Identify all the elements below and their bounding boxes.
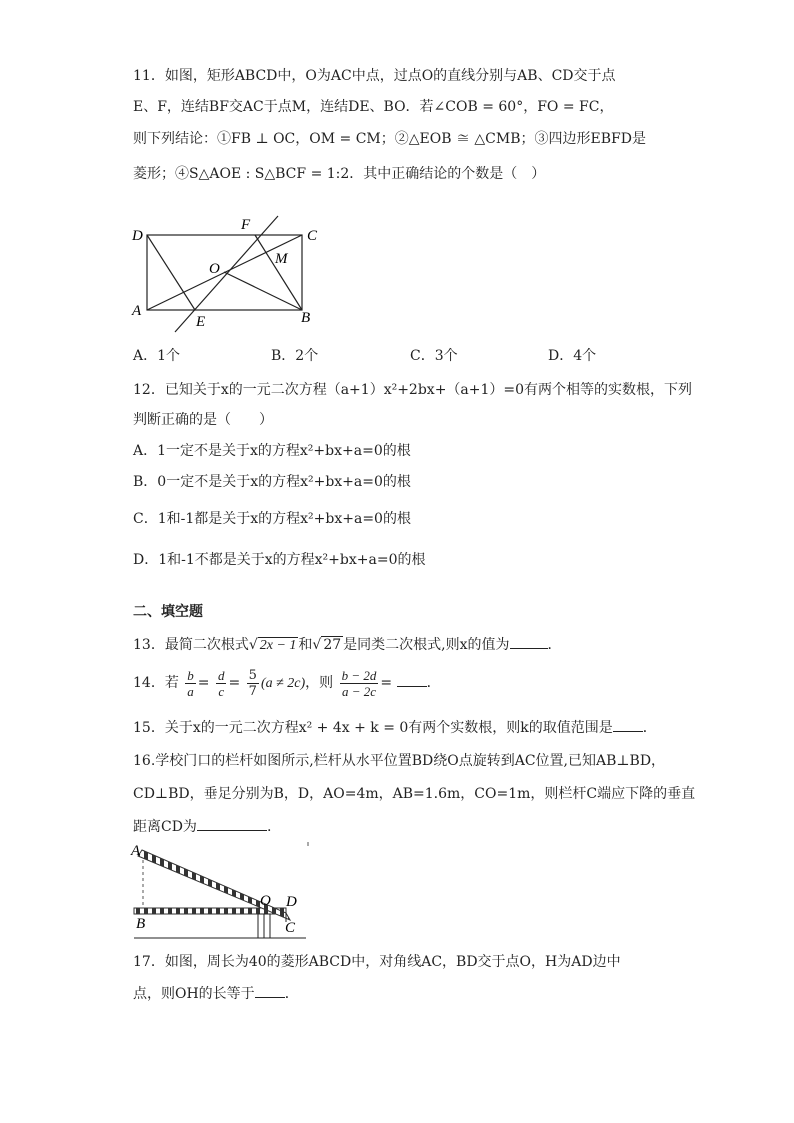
q14-answer-blank — [397, 672, 427, 687]
q14-frac-3-num: 5 — [248, 667, 257, 683]
q14-frac-4-den: a − 2c — [341, 683, 377, 699]
q13-prefix: 13．最简二次根式 — [133, 637, 249, 653]
q15 — [133, 717, 657, 738]
q11-line2: E、F，连结BF交AC于点M，连结DE、BO．若∠COB = 60°，FO = FC， — [133, 99, 614, 115]
q11-option-d: D．4个 — [548, 348, 597, 364]
q11-option-b: B．2个 — [271, 348, 319, 364]
q17-line2 — [133, 983, 299, 1004]
label-a: A — [131, 843, 141, 859]
q13-answer-blank — [510, 634, 548, 649]
q14-frac-2 — [216, 668, 227, 699]
q12-line1: 12．已知关于x的一元二次方程（a+1）x²+2bx+（a+1）=0有两个相等的实数根，下列 — [133, 382, 693, 398]
q14-frac-3-den: 7 — [248, 683, 257, 699]
q16-end: . — [266, 819, 272, 835]
q17-line1: 17．如图，周长为40的菱形ABCD中，对角线AC，BD交于点O，H为AD边中 — [133, 954, 621, 970]
q15-answer-blank — [613, 717, 643, 732]
q15-end: ． — [642, 720, 657, 736]
q14-frac-4 — [340, 668, 379, 699]
q12-line2: 判断正确的是（ ） — [133, 412, 273, 428]
q13-radicand-2: 27 — [323, 637, 342, 653]
q12-option-b: B．0一定不是关于x的方程x²+bx+a=0的根 — [133, 474, 411, 490]
q11-option-a: A．1个 — [133, 348, 181, 364]
q14-frac-2-den: c — [218, 683, 225, 699]
q17-answer-blank — [255, 983, 285, 998]
q13-suffix: 是同类二次根式,则x的值为 — [343, 637, 510, 653]
q12-option-a: A．1一定不是关于x的方程x²+bx+a=0的根 — [133, 443, 411, 459]
section-title-fill-in: 二、填空题 — [133, 604, 203, 620]
q16-line3-text: 距离CD为 — [133, 819, 197, 835]
label-m: M — [275, 251, 288, 267]
q16-figure — [128, 840, 313, 945]
q14-frac-1-num: b — [187, 667, 194, 683]
label-b: B — [301, 310, 311, 326]
q14-frac-3 — [247, 668, 259, 699]
q13: 13．最简二次根式√ 2x − 1 和√ 27 是同类二次根式,则x的值为 ． — [133, 634, 562, 656]
q11-line1: 11．如图，矩形ABCD中，O为AC中点，过点O的直线分别与AB、CD交于点 — [133, 68, 616, 84]
q16-line1: 16.学校门口的栏杆如图所示,栏杆从水平位置BD绕O点旋转到AC位置,已知AB⊥BD， — [133, 753, 666, 769]
line-ef — [175, 216, 278, 332]
q14-mid: ，则 — [305, 675, 334, 691]
q12-option-d: D．1和-1不都是关于x的方程x²+bx+a=0的根 — [133, 552, 426, 568]
q13-end: ． — [547, 637, 562, 653]
label-o: O — [209, 261, 220, 277]
q11-option-c: C．3个 — [410, 348, 458, 364]
label-d: D — [286, 894, 297, 910]
q14: 14．若 $\frac{b}{a}$ = $\frac{d}{c}$ = $\frac{5}{7}$ (a ≠ 2c)，则 $\frac{b - 2d}{a - 2c}$ = ． — [133, 667, 441, 699]
q11-figure — [125, 212, 325, 337]
q14-prefix: 14．若 — [133, 675, 179, 691]
q16-line2: CD⊥BD，垂足分别为B，D，AO=4m，AB=1.6m，CO=1m，则栏杆C端应下降的垂直 — [133, 786, 696, 802]
label-d: D — [132, 228, 143, 244]
q13-radicand-1: 2x − 1 — [259, 638, 297, 653]
label-a: A — [132, 303, 142, 319]
label-f: F — [241, 217, 251, 233]
q14-frac-1 — [185, 668, 196, 699]
q17-end: ． — [284, 986, 299, 1002]
label-c: C — [285, 920, 296, 936]
q14-frac-1-den: a — [187, 683, 194, 699]
q11-line3: 则下列结论：①FB ⊥ OC，OM = CM；②△EOB ≅ △CMB；③四边形EBFD是 — [133, 131, 646, 147]
label-c: C — [307, 228, 318, 244]
q16-answer-blank — [197, 816, 267, 831]
q15-text: 15．关于x的一元二次方程x² + 4x + k = 0有两个实数根，则k的取值范围是 — [133, 720, 613, 736]
q11-line4: 菱形；④S△AOE : S△BCF = 1:2．其中正确结论的个数是（ ） — [133, 166, 546, 182]
q14-condition: (a ≠ 2c) — [260, 676, 306, 691]
q14-equals: = — [380, 675, 393, 691]
q14-end: ． — [426, 675, 441, 691]
q13-mid: 和 — [298, 637, 313, 653]
q17-line2-text: 点，则OH的长等于 — [133, 986, 255, 1002]
label-b: B — [136, 916, 146, 932]
q14-frac-4-num: b − 2d — [341, 667, 377, 683]
q14-frac-2-num: d — [217, 667, 225, 683]
label-o: O — [260, 893, 271, 909]
q16-line3 — [133, 816, 271, 837]
q12-option-c: C．1和-1都是关于x的方程x²+bx+a=0的根 — [133, 511, 411, 527]
label-e: E — [196, 314, 206, 330]
